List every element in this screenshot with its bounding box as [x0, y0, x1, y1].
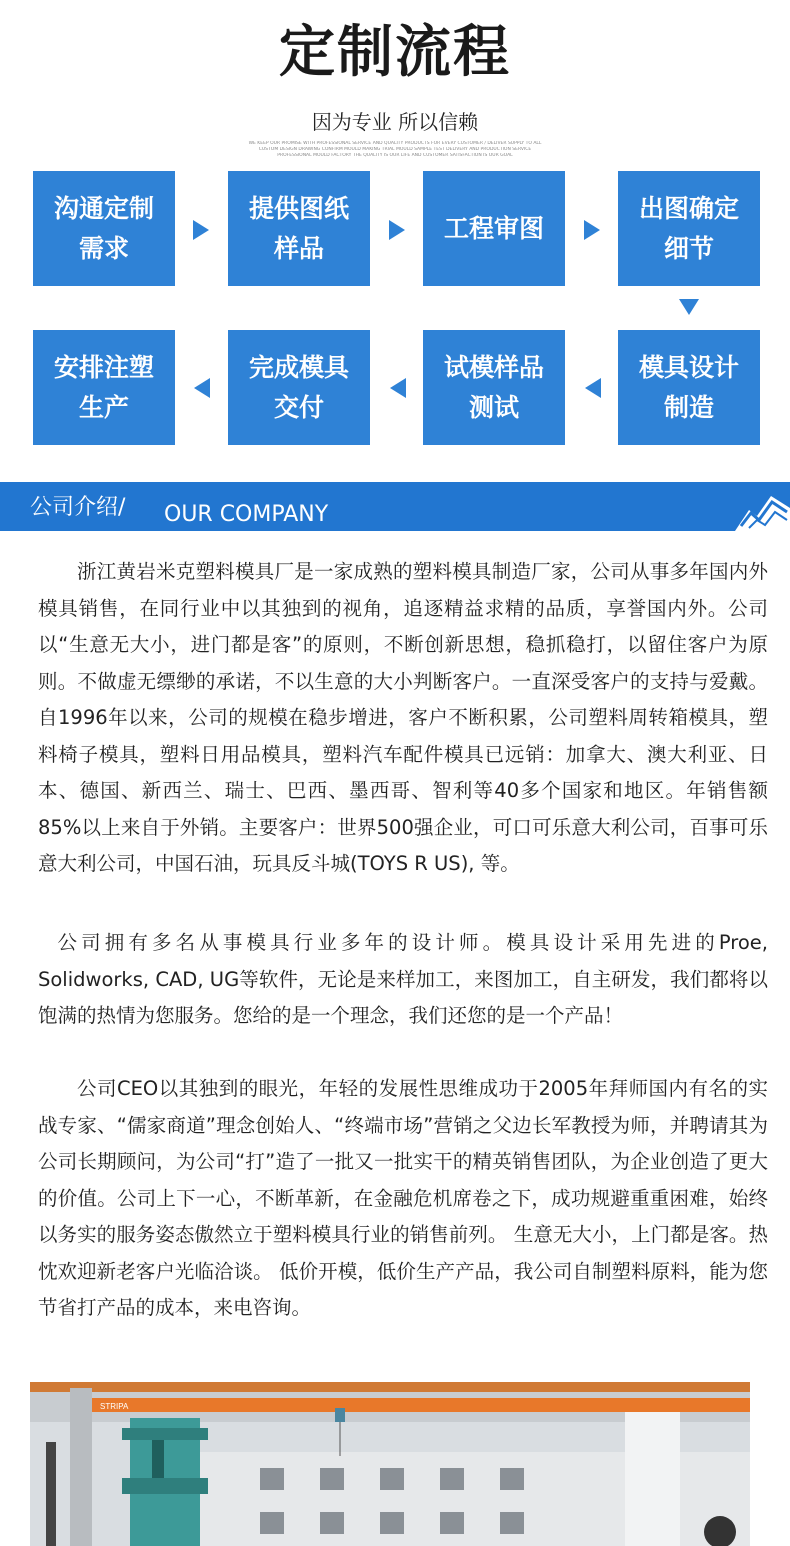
- process-step: 模具设计制造: [618, 330, 760, 445]
- section-banner-line: [0, 528, 790, 531]
- process-step: 出图确定细节: [618, 171, 760, 286]
- arrow-left-icon: [194, 378, 210, 398]
- page-title: 定制流程: [279, 20, 511, 85]
- process-step: 安排注塑生产: [33, 330, 175, 445]
- process-step: 完成模具交付: [228, 330, 370, 445]
- process-step: 提供图纸样品: [228, 171, 370, 286]
- arrow-right-icon: [389, 220, 405, 240]
- svg-text:STRIPA: STRIPA: [100, 1402, 129, 1411]
- arrow-right-icon: [584, 220, 600, 240]
- arrow-left-icon: [390, 378, 406, 398]
- arrow-right-icon: [193, 220, 209, 240]
- intro-paragraph: 浙江黄岩米克塑料模具厂是一家成熟的塑料模具制造厂家，公司从事多年国内外模具销售，在同行业中以其独到的视角，追逐精益求精的品质，享誉国内外。公司以“生意无大小，进门都是客”的原则，不断创新思想，稳抓稳打，以留住客户为原则。不做虚无缥缈的承诺，不以生意的大小判断客户。一直深受客户的支持与爱戴。自1996年以来，公司的规模在稳步增进，客户不断积累，公司塑料周转箱模具，塑料椅子模具，塑料日用品模具，塑料汽车配件模具已远销：加拿大、澳大利亚、日本、德国、新西兰、瑞士、巴西、墨西哥、智利等40多个国家和地区。年销售额85%以上来自于外销。主要客户：世界500强企业，可口可乐意大利公司，百事可乐意大利公司，中国石油，玩具反斗城(TOYS R US), 等。: [38, 560, 768, 875]
- tiny-text-line: CUSTOM DESIGN DRAWING CONFIRM MOULD MAKING TRIAL MOULD SAMPLE TEST DELIVERY AND PRODUCTION SERVICE: [258, 147, 532, 152]
- tiny-text-line: WE KEEP OUR PROMISE WITH PROFESSIONAL SERVICE AND QUALITY PRODUCTS FOR EVERY CUSTOMER / DELIVER SUPPLY TO ALL: [248, 141, 542, 146]
- section-title-cn: 公司介绍/: [30, 495, 126, 520]
- intro-paragraph: 公司拥有多名从事模具行业多年的设计师。模具设计采用先进的Proe, Solidworks, CAD, UG等软件，无论是来样加工，来图加工，自主研发，我们都将以饱满的热情为您服务。您给的是一个理念，我们还您的是一个产品！: [38, 931, 768, 1027]
- mountain-logo-icon: [735, 482, 790, 531]
- process-step: 工程审图: [423, 171, 565, 286]
- tiny-text-line: PROFESSIONAL MOULD FACTORY THE QUALITY IS OUR LIFE AND CUSTOMER SATISFACTION IS OUR GOAL: [277, 153, 513, 158]
- factory-photo: [30, 1382, 750, 1546]
- process-step: 沟通定制需求: [33, 171, 175, 286]
- section-title-en: OUR COMPANY: [164, 502, 329, 527]
- process-step: 试模样品测试: [423, 330, 565, 445]
- arrow-left-icon: [585, 378, 601, 398]
- arrow-down-icon: [679, 299, 699, 315]
- intro-paragraph: 公司CEO以其独到的眼光，年轻的发展性思维成功于2005年拜师国内有名的实战专家、“儒家商道”理念创始人、“终端市场”营销之父边长军教授为师，并聘请其为公司长期顾问，为公司“打”造了一批又一批实干的精英销售团队，为企业创造了更大的价值。公司上下一心，不断革新，在金融危机席卷之下，成功规避重重困难，始终以务实的服务姿态傲然立于塑料模具行业的销售前列。 生意无大小，上门都是客。热忱欢迎新老客户光临洽谈。 低价开模，低价生产产品，我公司自制塑料原料，能为您节省打产品的成本，来电咨询。: [38, 1077, 768, 1319]
- page-subtitle: 因为专业 所以信赖: [311, 110, 479, 134]
